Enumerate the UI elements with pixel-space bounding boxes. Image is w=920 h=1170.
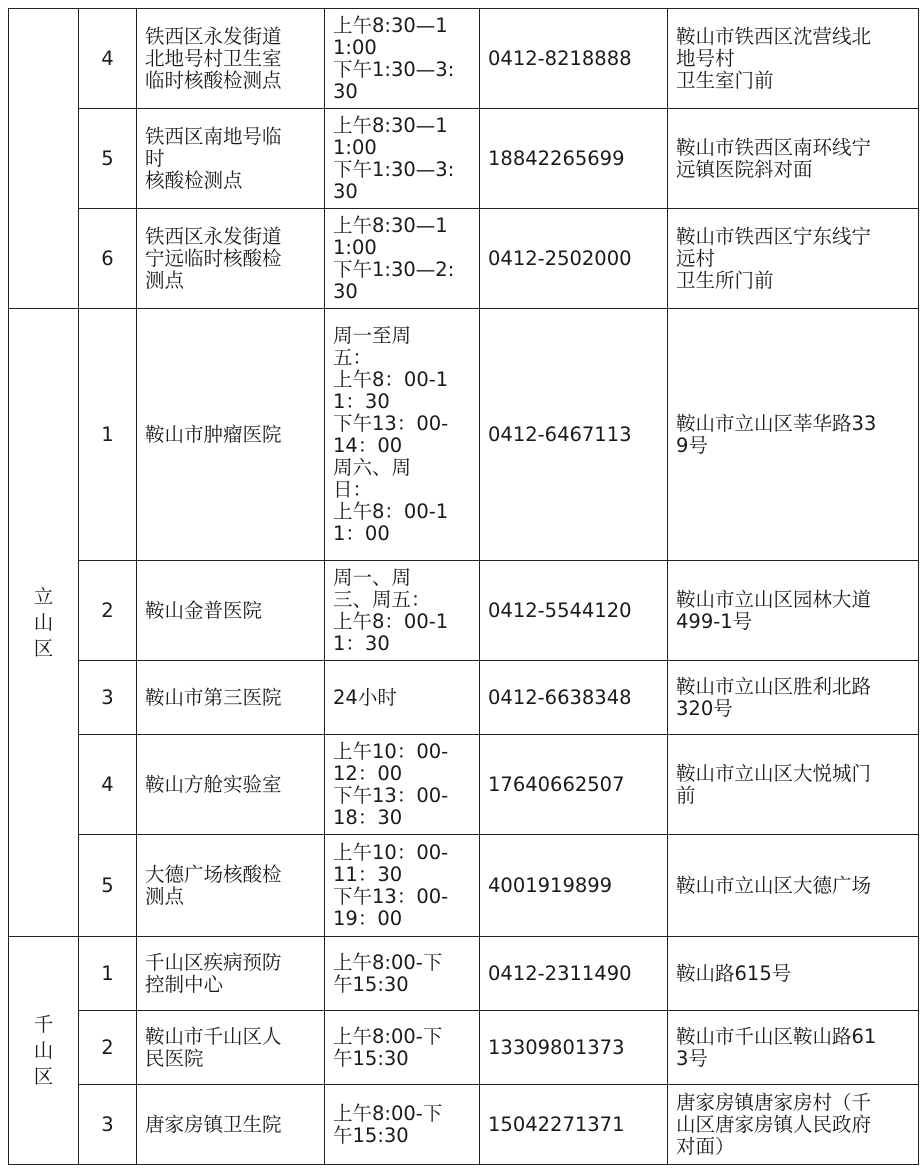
site-address — [668, 661, 919, 735]
phone-number: 17640662507 — [480, 735, 668, 835]
site-address-line: 鞍山市铁西区沈营线北 — [676, 24, 872, 48]
site-name-line: 铁西区南地号临 — [145, 124, 282, 148]
opening-hours-line: 下午13：00- — [333, 884, 449, 908]
site-name-line: 铁西区永发街道 — [145, 224, 282, 248]
site-name-line: 铁西区永发街道 — [145, 24, 282, 48]
phone-number: 18842265699 — [480, 109, 668, 209]
district-label: 立山区 — [33, 584, 54, 660]
site-address — [668, 1011, 919, 1085]
opening-hours-line: 11：30 — [333, 862, 403, 886]
opening-hours-line: 1:00 — [333, 235, 377, 259]
site-address-line: 鞍山市立山区园林大道 — [676, 587, 872, 611]
opening-hours-line: 1：30 — [333, 631, 390, 655]
site-name-line: 鞍山方舱实验室 — [145, 772, 282, 796]
opening-hours-line: 三、周五： — [333, 587, 431, 611]
row-number: 1 — [79, 309, 137, 561]
site-address — [668, 9, 919, 109]
opening-hours-line: 24小时 — [333, 685, 397, 709]
opening-hours-line: 12：00 — [333, 761, 403, 785]
table-row — [9, 109, 919, 209]
phone-number: 13309801373 — [480, 1011, 668, 1085]
opening-hours-line: 上午10：00- — [333, 840, 449, 864]
phone-number: 0412-2502000 — [480, 209, 668, 309]
row-number: 3 — [79, 661, 137, 735]
site-address-line: 卫生室门前 — [676, 68, 774, 92]
site-name-line: 鞍山市第三医院 — [145, 685, 282, 709]
site-name — [137, 309, 325, 561]
site-address-line: 9号 — [676, 433, 708, 457]
site-name-line: 测点 — [145, 884, 185, 908]
site-address-line: 鞍山市立山区大悦城门 — [676, 761, 872, 785]
opening-hours-line: 上午8：00-1 — [333, 609, 449, 633]
row-number: 3 — [79, 1085, 137, 1165]
site-address-line: 鞍山市立山区胜利北路 — [676, 674, 872, 698]
table-row — [9, 735, 919, 835]
table-row — [9, 561, 919, 661]
opening-hours — [325, 109, 480, 209]
opening-hours-line: 上午8:00-下 — [333, 1101, 443, 1125]
opening-hours-line: 午15:30 — [333, 1123, 409, 1147]
site-name-line: 北地号村卫生室 — [145, 46, 282, 70]
opening-hours — [325, 661, 480, 735]
opening-hours-line: 上午8:00-下 — [333, 1024, 443, 1048]
table-row — [9, 661, 919, 735]
site-name-line: 鞍山市肿瘤医院 — [145, 422, 282, 446]
row-number: 5 — [79, 109, 137, 209]
site-name-line: 千山区疾病预防 — [145, 950, 282, 974]
phone-number: 0412-6467113 — [480, 309, 668, 561]
table-row — [9, 835, 919, 937]
opening-hours-line: 上午8:30—1 — [333, 213, 448, 237]
row-number: 4 — [79, 735, 137, 835]
opening-hours-line: 下午1:30—3: — [333, 157, 455, 181]
opening-hours — [325, 735, 480, 835]
site-address — [668, 735, 919, 835]
site-address — [668, 209, 919, 309]
opening-hours-line: 19：00 — [333, 906, 403, 930]
site-name-line: 鞍山市千山区人 — [145, 1024, 282, 1048]
district-cell — [9, 309, 79, 937]
site-name-line: 时 — [145, 146, 165, 170]
site-name-line: 控制中心 — [145, 972, 224, 996]
row-number: 4 — [79, 9, 137, 109]
site-name — [137, 109, 325, 209]
site-address-line: 3号 — [676, 1046, 708, 1070]
opening-hours-line: 1：30 — [333, 389, 390, 413]
opening-hours-line: 周一、周 — [333, 565, 412, 589]
site-name-line: 唐家房镇卫生院 — [145, 1112, 282, 1136]
site-address — [668, 109, 919, 209]
opening-hours — [325, 835, 480, 937]
site-address-line: 鞍山市铁西区宁东线宁 — [676, 224, 872, 248]
site-address — [668, 1085, 919, 1165]
opening-hours-line: 上午8:30—1 — [333, 113, 448, 137]
district-cell — [9, 937, 79, 1165]
site-address-line: 前 — [676, 783, 696, 807]
site-address — [668, 835, 919, 937]
site-address-line: 499-1号 — [676, 609, 753, 633]
opening-hours — [325, 937, 480, 1011]
site-address-line: 卫生所门前 — [676, 268, 774, 292]
district-label: 千山区 — [33, 1012, 54, 1088]
opening-hours-line: 30 — [333, 179, 358, 203]
site-address-line: 320号 — [676, 696, 733, 720]
site-address-line: 鞍山路615号 — [676, 961, 792, 985]
opening-hours-line: 上午8：00-1 — [333, 367, 449, 391]
testing-sites-table — [8, 8, 919, 1165]
row-number: 6 — [79, 209, 137, 309]
site-address-line: 鞍山市立山区大德广场 — [676, 873, 872, 897]
site-address-line: 鞍山市铁西区南环线宁 — [676, 135, 872, 159]
site-name-line: 测点 — [145, 268, 185, 292]
site-name — [137, 1085, 325, 1165]
opening-hours-line: 午15:30 — [333, 972, 409, 996]
site-name — [137, 937, 325, 1011]
opening-hours-line: 30 — [333, 279, 358, 303]
site-address-line: 鞍山市立山区莘华路33 — [676, 411, 877, 435]
row-number: 5 — [79, 835, 137, 937]
phone-number: 0412-5544120 — [480, 561, 668, 661]
opening-hours-line: 下午13：00- — [333, 411, 449, 435]
opening-hours-line: 下午13：00- — [333, 783, 449, 807]
site-address — [668, 309, 919, 561]
site-address-line: 远村 — [676, 246, 716, 270]
row-number: 1 — [79, 937, 137, 1011]
opening-hours-line: 30 — [333, 79, 358, 103]
opening-hours — [325, 9, 480, 109]
opening-hours-line: 五： — [333, 345, 373, 369]
opening-hours-line: 周六、周 — [333, 455, 412, 479]
table-row — [9, 1011, 919, 1085]
table-row — [9, 209, 919, 309]
opening-hours-line: 上午10：00- — [333, 739, 449, 763]
opening-hours — [325, 561, 480, 661]
site-name — [137, 209, 325, 309]
site-name — [137, 835, 325, 937]
site-name-line: 临时核酸检测点 — [145, 68, 282, 92]
opening-hours-line: 上午8：00-1 — [333, 499, 449, 523]
opening-hours-line: 午15:30 — [333, 1046, 409, 1070]
opening-hours-line: 周一至周 — [333, 323, 412, 347]
site-address-line: 山区唐家房镇人民政府 — [676, 1112, 872, 1136]
site-name — [137, 735, 325, 835]
site-name-line: 民医院 — [145, 1046, 204, 1070]
opening-hours — [325, 209, 480, 309]
opening-hours-line: 上午8:30—1 — [333, 13, 448, 37]
site-name-line: 鞍山金普医院 — [145, 598, 263, 622]
site-name-line: 大德广场核酸检 — [145, 862, 282, 886]
opening-hours-line: 下午1:30—3: — [333, 57, 455, 81]
site-name — [137, 561, 325, 661]
opening-hours-line: 1:00 — [333, 135, 377, 159]
opening-hours — [325, 1011, 480, 1085]
phone-number: 4001919899 — [480, 835, 668, 937]
site-name — [137, 1011, 325, 1085]
phone-number: 0412-8218888 — [480, 9, 668, 109]
opening-hours-line: 18：30 — [333, 805, 403, 829]
site-address — [668, 937, 919, 1011]
opening-hours-line: 1：00 — [333, 521, 390, 545]
site-address-line: 远镇医院斜对面 — [676, 157, 813, 181]
opening-hours-line: 14：00 — [333, 433, 403, 457]
table-row — [9, 1085, 919, 1165]
opening-hours — [325, 1085, 480, 1165]
site-address-line: 地号村 — [676, 46, 735, 70]
opening-hours-line: 上午8:00-下 — [333, 950, 443, 974]
site-address-line: 鞍山市千山区鞍山路61 — [676, 1024, 877, 1048]
opening-hours — [325, 309, 480, 561]
site-name — [137, 9, 325, 109]
site-name-line: 核酸检测点 — [145, 168, 243, 192]
table-row — [9, 9, 919, 109]
phone-number: 0412-6638348 — [480, 661, 668, 735]
opening-hours-line: 1:00 — [333, 35, 377, 59]
site-name-line: 宁远临时核酸检 — [145, 246, 282, 270]
opening-hours-line: 日： — [333, 477, 373, 501]
table-row — [9, 937, 919, 1011]
table-row — [9, 309, 919, 561]
row-number: 2 — [79, 1011, 137, 1085]
table-body — [9, 9, 919, 1165]
site-address — [668, 561, 919, 661]
phone-number: 0412-2311490 — [480, 937, 668, 1011]
site-address-line: 唐家房镇唐家房村（千 — [676, 1090, 872, 1114]
district-cell — [9, 9, 79, 309]
site-name — [137, 661, 325, 735]
site-address-line: 对面） — [676, 1134, 735, 1158]
opening-hours-line: 下午1:30—2: — [333, 257, 455, 281]
phone-number: 15042271371 — [480, 1085, 668, 1165]
row-number: 2 — [79, 561, 137, 661]
